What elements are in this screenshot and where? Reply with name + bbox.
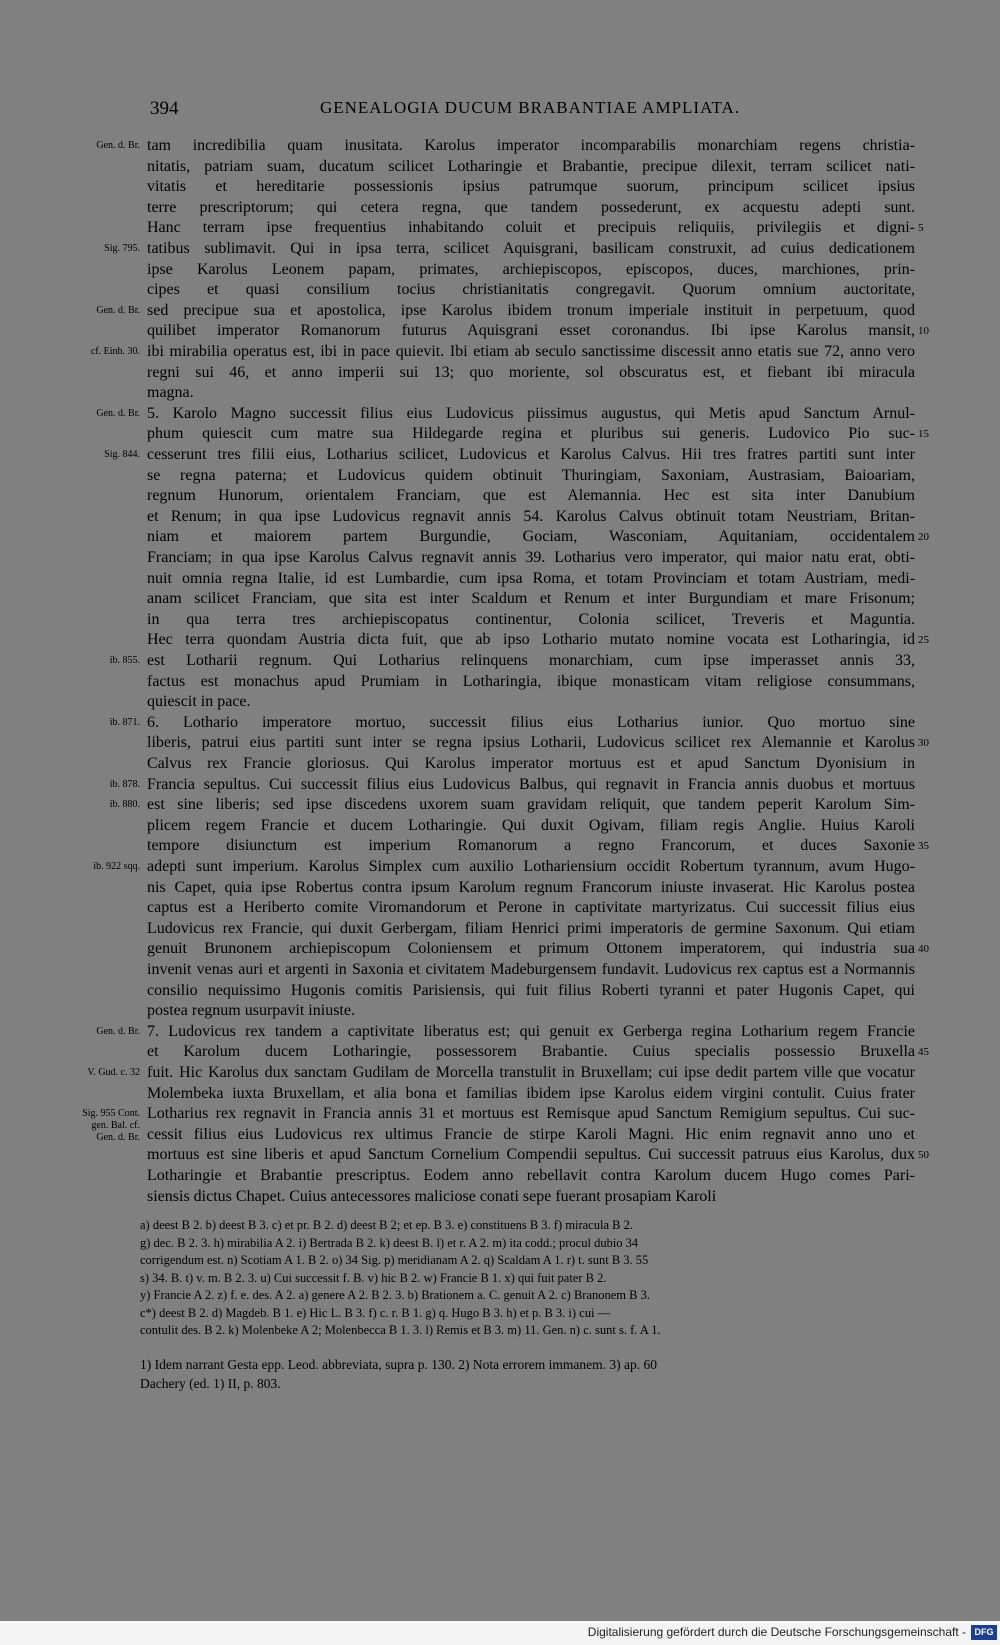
footnote-line: 1) Idem narrant Gesta epp. Leod. abbreviata, supra p. 130. 2) Nota errorem immanem. 3) ap. 60 (140, 1357, 657, 1372)
apparatus-line: corrigendum est. n) Scotiam A 1. B 2. o) 34 Sig. p) meridianam A 2. q) Scaldam A 1. r) t. sunt B 3. 55 (140, 1253, 649, 1267)
apparatus-line: y) Francie A 2. z) f. e. des. A 2. a) genere A 2. B 2. 3. b) Brationem a. C. genuit A 2. c) Branonem B 3. (140, 1288, 650, 1302)
text-line: est sine liberis; sed ipse discedens uxorem suam gravidam reliquit, que tandem peperit Karolum Sim- (147, 796, 915, 814)
text-line: postea regnum usurpavit iniuste. (147, 1002, 355, 1020)
text-line: adepti sunt imperium. Karolus Simplex cum auxilio Lothariensium occidit Robertum tyrannum, avum Hugo- (147, 858, 915, 875)
text-line: consilio nequissimo Hugonis comitis Parisiensis, qui fuit filius Roberti tyranni et pater Hugonis Capet, qui (147, 981, 915, 999)
text-line: anam scilicet Franciam, que sita est inter Scaldum et Renum et inter Burgundiam et mare Frisonum; (147, 590, 915, 608)
line-number: 25 (918, 634, 929, 647)
footnote-line: Dachery (ed. 1) II, p. 803. (140, 1376, 281, 1391)
digitization-bar (0, 1621, 1000, 1645)
text-line: 5. Karolo Magno successit filius eius Ludovicus piissimus augustus, qui Metis apud Sanctum Arnul- (147, 404, 915, 422)
text-line: sed precipue sua et apostolica, ipse Karolus ibidem tronum imperiale instituit in perpetuum, quod (147, 301, 915, 319)
apparatus-line: a) deest B 2. b) deest B 3. c) et pr. B 2. d) deest B 2; et ep. B 3. e) constituens B 3. f) miracula B 2. (140, 1218, 633, 1232)
text-line: cipes et quasi consilium tocius christianitatis congregavit. Quorum omnium auctoritate, (147, 281, 915, 299)
margin-note: ib. 855. (109, 655, 140, 666)
digitization-notice: Digitalisierung gefördert durch die Deutsche Forschungsgemeinschaft - (587, 1625, 966, 1639)
text-line: liberis, patrui eius partiti sunt inter se regna ipsius Lotharii, Ludovicus scilicet rex Alemannie et Karolus (147, 734, 915, 752)
text-line: in qua terra tres archiepiscopatus continentur, Colonia scilicet, Treveris et Maguntia. (147, 610, 915, 628)
text-line: nis Capet, quia ipse Robertus contra ipsum Karolum regnum Francorum iniuste invaserat. Hic Karolus postea (147, 878, 915, 896)
margin-note: Sig. 795. (104, 243, 140, 254)
text-line: terre prescriptorum; qui cetera regna, que tandem possederunt, ex acquestu adepti sunt. (147, 198, 915, 216)
text-line: est Lotharii regnum. Qui Lotharius relinquens monarchiam, cum ipse imperasset annis 33, (147, 652, 915, 669)
line-number: 50 (918, 1149, 929, 1162)
text-line: fuit. Hic Karolus dux sanctam Gudilam de Morcella transtulit in Bruxellam; cui ipse dedit partem ville que vocatur (147, 1064, 915, 1081)
line-number: 10 (918, 325, 929, 338)
text-line: cessit filius eius Ludovicus rex ultimus Francie de stirpe Karoli Magni. Hic enim regnavit anno uno et (147, 1125, 915, 1143)
line-number: 35 (918, 840, 929, 853)
text-line: Francia sepultus. Cui successit filius eius Ludovicus Balbus, qui regnavit in Francia annis duobus et mortuus (147, 775, 915, 793)
text-line: et Renum; in qua ipse Ludovicus regnavit annis 54. Karolus Calvus obtinuit totam Neustriam, Britan- (147, 507, 915, 525)
running-title: GENEALOGIA DUCUM BRABANTIAE AMPLIATA. (319, 98, 741, 117)
margin-note: cf. Einh. 30. (90, 346, 140, 357)
text-line: nuit omnia regna Italie, id est Lumbardie, cum ipsa Roma, et totam Provinciam et totam Austriam, medi- (147, 569, 915, 587)
line-number: 5 (918, 222, 924, 235)
text-line: vitatis et hereditarie possessionis ipsius patrumque suorum, principum scilicet ipsius (147, 178, 915, 196)
text-line: Hec terra quondam Austria dicta fuit, que ab ipso Lothario mutato nomine vocata est Lotharingia, id (147, 631, 915, 649)
text-line: invenit venas auri et argenti in Saxonia et civitatem Madeburgensem fundavit. Ludovicus rex captus est a Normannis (147, 961, 915, 978)
line-number: 30 (918, 737, 929, 750)
apparatus-line: contulit des. B 2. k) Molenbeke A 2; Molenbecca B 1. 3. l) Remis et B 3. m) 11. Gen. n) c. sunt s. f. A 1. (140, 1323, 661, 1337)
text-line: se regna paterna; et Ludovicus quidem obtinuit Thuringiam, Saxoniam, Austrasiam, Baioariam, (147, 466, 915, 484)
text-line: quilibet imperator Romanorum futurus Aquisgrani esset coronandus. Ibi ipse Karolus mansit, (147, 322, 915, 340)
margin-note: Sig. 844. (104, 449, 140, 460)
text-line: tam incredibilia quam inusitata. Karolus imperator incomparabilis monarchiam regens christia- (147, 137, 915, 154)
text-line: mortuus est sine liberis et apud Sanctum Cornelium Compendii sepultus. Cui successit patruus eius Karolus, dux (147, 1146, 915, 1164)
text-line: Lotharingie et Brabantie prescriptus. Eodem anno rebellavit contra Karolum ducem Hugo comes Pari- (147, 1167, 915, 1184)
text-line: ibi mirabilia operatus est, ibi in pace quievit. Ibi etiam ab seculo sanctissime discessit anno etatis sue 72, anno vero (147, 343, 915, 360)
margin-note: Gen. d. Br. (96, 140, 140, 151)
margin-note: Gen. d. Br. (96, 304, 140, 316)
apparatus-line: g) dec. B 2. 3. h) mirabilia A 2. i) Bertrada B 2. k) deest B. l) et r. A 2. m) ita codd.; procul dubio 34 (140, 1235, 639, 1250)
text-line: 6. Lothario imperatore mortuo, successit filius eius Lotharius iunior. Quo mortuo sine (147, 713, 915, 731)
text-line: Ludovicus rex Francie, qui duxit Gerbergam, filiam Henrici primi imperatoris de germine Saxonum. Qui etiam (147, 919, 915, 937)
margin-note: Sig. 955 Cont. gen. Bal. cf. Gen. d. Br. (82, 1108, 140, 1144)
text-line: captus est a Heriberto comite Viromandorum et Perone in captivitate martyrizatus. Cui successit filius eius (147, 899, 915, 917)
text-line: ipse Karolus Leonem papam, primates, archiepiscopos, episcopos, duces, marchiones, prin- (147, 260, 915, 278)
margin-note: ib. 878. (109, 778, 140, 790)
margin-note: ib. 922 sqq. (93, 861, 140, 872)
page-number: 394 (150, 98, 179, 119)
text-line: Franciam; in qua ipse Karolus Calvus regnavit annis 39. Lotharius vero imperator, qui maior natu erat, obti- (147, 549, 915, 566)
margin-note: Gen. d. Br. (96, 1025, 140, 1037)
text-line: nitatis, patriam suam, ducatum scilicet Lotharingie et Brabantie, precipue dilexit, terram scilicet nati- (147, 157, 915, 175)
text-line: Hanc terram ipse frequentius inhabitando coluit et precipuis reliquiis, privilegiis et digni- (147, 219, 915, 237)
text-line: genuit Brunonem archiepiscopum Coloniensem et primum Ottonem imperatorem, qui industria sua (147, 940, 915, 958)
text-line: phum quiescit cum matre sua Hildegarde regina et pluribus sui generis. Ludovico Pio suc- (147, 425, 915, 443)
text-line: regni sui 46, et anno imperii sui 13; quo moriente, sol obscuratus est, et fiebant ibi miracula (147, 363, 915, 381)
apparatus-line: c*) deest B 2. d) Magdeb. B 1. e) Hic L. B 3. f) c. r. B 1. g) q. Hugo B 3. h) et p. B 3. i) cui — (140, 1305, 611, 1320)
margin-note: ib. 871. (109, 716, 140, 728)
footnotes (140, 1355, 920, 1393)
text-line: siensis dictus Chapet. Cuius antecessores maliciose conati sepe fuerant prosapiam Karoli (147, 1187, 717, 1205)
text-line: 7. Ludovicus rex tandem a captivitate liberatus est; qui genuit ex Gerberga regina Lotharium regem Francie (147, 1022, 915, 1040)
text-line: Calvus rex Francie gloriosus. Qui Karolus imperator mortuus est et apud Sanctum Dyonisium in (147, 755, 915, 772)
text-line: niam et maiorem partem Burgundie, Gociam, Wasconiam, Aquitaniam, occidentalem (147, 528, 915, 546)
dfg-logo: DFG (971, 1625, 997, 1640)
critical-apparatus (140, 1217, 920, 1340)
text-line: magna. (147, 384, 194, 402)
margin-note: ib. 880. (109, 799, 140, 811)
text-line: regnum Hunorum, orientalem Franciam, que est Alemannia. Hec est sita inter Danubium (147, 487, 915, 505)
text-line: plicem regem Francie et ducem Lotharingie. Qui duxit Ogivam, filiam regis Anglie. Huius Karoli (147, 816, 915, 834)
text-line: tempore disiunctum est imperium Romanorum a regno Francorum, et duces Saxonie (147, 837, 915, 855)
margin-note: Gen. d. Br. (96, 407, 140, 419)
line-number: 40 (918, 943, 929, 956)
text-line: Molembeka iuxta Bruxellam, et alia bona et familias ibidem ipse Karolus eidem virgini contulit. Cuius frater (147, 1084, 915, 1102)
text-line: Lotharius rex regnavit in Francia annis 31 et mortuus est Remisque apud Sanctum Remigium sepultus. Cui suc- (147, 1105, 915, 1123)
text-line: factus est monachus apud Prumiam in Lotharingia, ibique monasticam vitam religiose consummans, (147, 672, 915, 690)
text-line: et Karolum ducem Lotharingie, possessorem Brabantie. Cuius specialis possessio Bruxella (147, 1043, 915, 1061)
apparatus-line: s) 34. B. t) v. m. B 2. 3. u) Cui successit f. B. v) hic B 2. w) Francie B 1. x) qui fuit pater B 2. (140, 1270, 607, 1285)
line-number: 15 (918, 428, 929, 441)
margin-note: V. Gud. c. 32 (87, 1067, 140, 1078)
text-line: quiescit in pace. (147, 693, 251, 711)
text-line: cesserunt tres filii eius, Lotharius scilicet, Ludovicus et Karolus Calvus. Hii tres fratres partiti sunt inter (147, 446, 915, 463)
page-header (150, 98, 910, 124)
line-number: 20 (918, 531, 929, 544)
text-line: tatibus sublimavit. Qui in ipsa terra, scilicet Aquisgrani, basilicam construxit, ad cuius dedicationem (147, 240, 915, 257)
line-number: 45 (918, 1046, 929, 1059)
